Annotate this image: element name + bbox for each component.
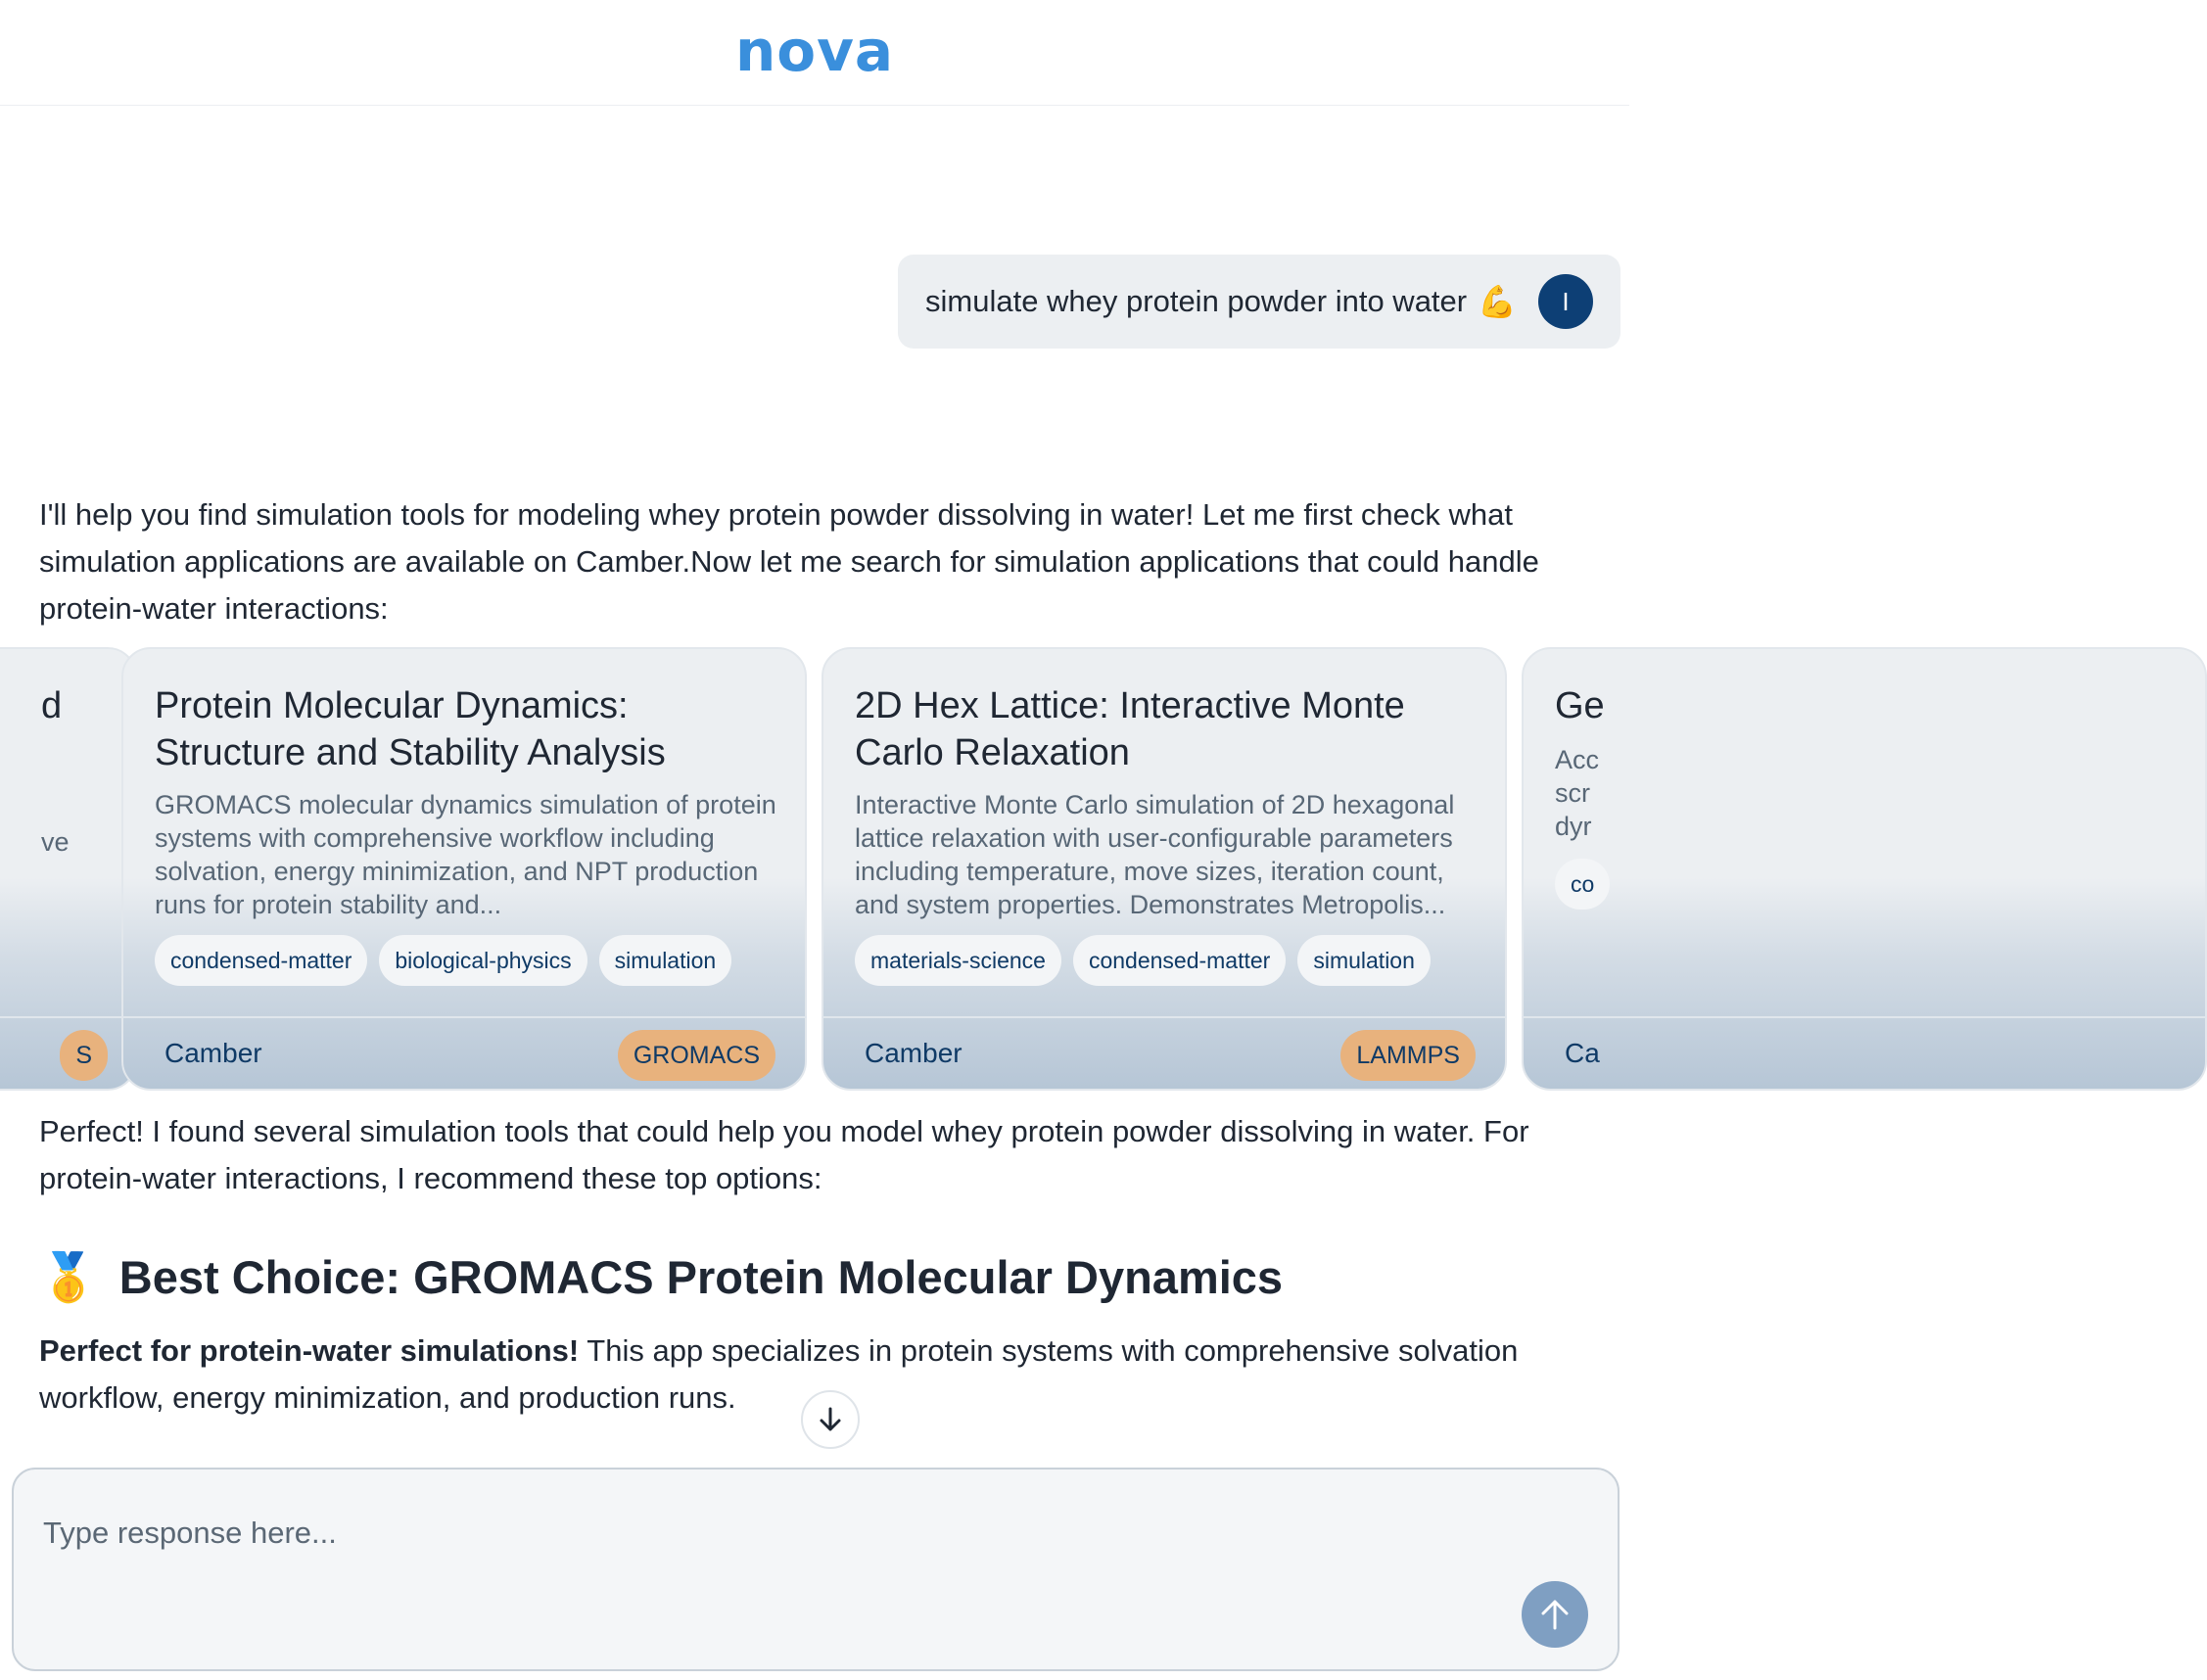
best-choice-bold: Perfect for protein-water simulations! (39, 1333, 580, 1368)
provider-label: Camber (865, 1038, 963, 1068)
best-choice-rest: This app specializes in protein systems with comprehensive solvation workflow, energy minimization, and production runs. (39, 1333, 1519, 1415)
tag-chip[interactable]: biological-physics (379, 935, 587, 986)
app-card-hex-lattice[interactable] (822, 647, 1507, 1091)
flexed-biceps-icon: 💪 (1478, 284, 1517, 319)
nova-logo[interactable]: nova (734, 18, 895, 84)
response-input[interactable] (43, 1509, 1512, 1558)
card-description: ve (41, 827, 70, 857)
arrow-up-icon (1537, 1597, 1573, 1632)
card-description-line: scr (1555, 778, 1590, 808)
card-footer (0, 1016, 137, 1091)
tag-chip[interactable]: condensed-matter (155, 935, 367, 986)
card-description: GROMACS molecular dynamics simulation of protein systems with comprehensive workflow including solvation, energy minimization, and NPT production runs for protein stability and... (155, 790, 776, 919)
provider-label: Camber (164, 1038, 262, 1068)
user-avatar[interactable]: I (1538, 274, 1593, 329)
engine-badge: LAMMPS (1340, 1030, 1476, 1081)
app-card-partial-left[interactable] (0, 647, 137, 1091)
engine-badge: S (60, 1030, 108, 1081)
app-card-partial-right[interactable] (1522, 647, 2207, 1091)
tag-chip[interactable]: condensed-matter (1073, 935, 1286, 986)
card-tags (855, 935, 1431, 986)
message-composer (12, 1468, 1620, 1671)
card-footer (121, 1016, 807, 1091)
tag-chip[interactable]: materials-science (855, 935, 1061, 986)
tag-chip[interactable]: simulation (599, 935, 732, 986)
app-card-carousel[interactable] (39, 646, 1605, 1093)
heading-text: Best Choice: GROMACS Protein Molecular Dynamics (118, 1251, 1284, 1303)
card-title: 2D Hex Lattice: Interactive Monte Carlo Relaxation (855, 685, 1405, 773)
card-description (1555, 743, 2182, 843)
arrow-down-icon (816, 1405, 845, 1434)
best-choice-heading (39, 1249, 1586, 1305)
app-card-protein-md[interactable] (121, 647, 807, 1091)
send-button[interactable] (1522, 1581, 1588, 1648)
card-title: Protein Molecular Dynamics: Structure and Stability Analysis (155, 685, 666, 773)
card-description-line: dyr (1555, 812, 1592, 841)
card-tags (1555, 859, 1610, 910)
tag-chip[interactable]: simulation (1297, 935, 1431, 986)
card-description-line: Acc (1555, 745, 1600, 774)
assistant-followup-text: Perfect! I found several simulation tools that could help you model whey protein powder dissolving in water. For protein-water interactions, I recommend these top options: (39, 1114, 1529, 1195)
assistant-message (39, 0, 1605, 1415)
card-title: Ge (1555, 685, 1605, 726)
scroll-to-bottom-button[interactable] (801, 1390, 860, 1449)
engine-badge: GROMACS (618, 1030, 775, 1081)
card-footer (822, 1016, 1507, 1091)
assistant-intro-text: I'll help you find simulation tools for modeling whey protein powder dissolving in water! Let me first check what simulation applications are available on Camber.Now let me search for simulation applications that could handle protein-water interactions: (39, 497, 1539, 626)
user-message-text: simulate whey protein powder into water (925, 284, 1468, 318)
medal-icon: 🥇 (39, 1252, 98, 1304)
provider-label: Ca (1565, 1038, 1600, 1068)
card-description: Interactive Monte Carlo simulation of 2D hexagonal lattice relaxation with user-configurable parameters including temperature, move sizes, iteration count, and system properties. Demonstrates Metropolis... (855, 790, 1455, 919)
card-tags (155, 935, 731, 986)
card-title: d (41, 685, 63, 726)
card-footer (1522, 1016, 2207, 1091)
tag-chip[interactable]: co (1555, 859, 1610, 910)
